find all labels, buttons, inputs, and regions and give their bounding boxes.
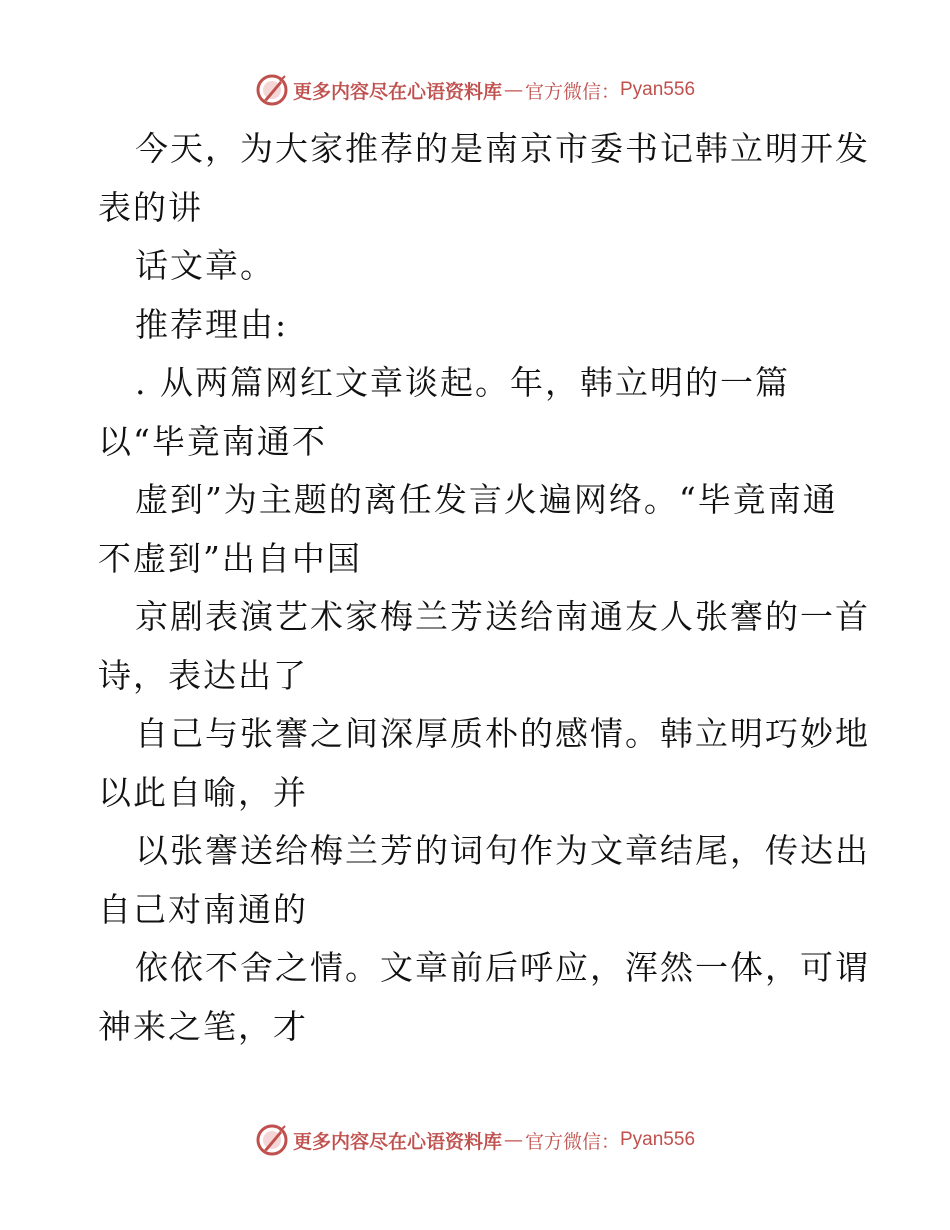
body-line: 话文章。 <box>135 246 275 285</box>
header-wechat-id: Pyan556 <box>620 79 696 100</box>
body-line: 诗，表达出了 <box>98 655 308 695</box>
footer-dash: — <box>503 1129 523 1151</box>
body-line: 以张謇送给梅兰芳的词句作为文章结尾，传达出 <box>135 831 870 870</box>
body-line: 神来之笔，才 <box>98 1006 308 1046</box>
header-banner <box>0 70 950 110</box>
body-line: 京剧表演艺术家梅兰芳送给南通友人张謇的一首 <box>135 597 870 636</box>
body-line: . 从两篇网红文章谈起。年，韩立明的一篇 <box>135 363 790 402</box>
quill-logo-icon <box>255 1123 289 1157</box>
body-line: 依依不舍之情。文章前后呼应，浑然一体，可谓 <box>135 948 870 987</box>
quill-logo-icon <box>255 73 289 107</box>
body-line: 不虚到”出自中国 <box>98 538 362 578</box>
header-dash: — <box>503 79 523 101</box>
body-line: 今天，为大家推荐的是南京市委书记韩立明开发 <box>135 129 870 168</box>
body-line: 自己与张謇之间深厚质朴的感情。韩立明巧妙地 <box>135 714 870 753</box>
body-line: 虚到”为主题的离任发言火遍网络。“毕竟南通 <box>135 480 838 519</box>
footer-banner <box>0 1120 950 1160</box>
footer-brand-text: 更多内容尽在心语资料库 <box>292 1130 502 1153</box>
body-line: 以“毕竟南通不 <box>98 421 327 461</box>
body-line: 推荐理由: <box>135 304 289 344</box>
footer-wechat-label: 官方微信： <box>524 1130 620 1153</box>
body-line: 表的讲 <box>98 187 203 227</box>
footer-wechat-id: Pyan556 <box>620 1129 696 1150</box>
header-brand-text: 更多内容尽在心语资料库 <box>292 80 502 103</box>
body-line: 自己对南通的 <box>98 889 308 929</box>
header-wechat-label: 官方微信： <box>524 80 620 103</box>
document-body <box>98 120 870 1056</box>
body-line: 以此自喻，并 <box>98 772 308 812</box>
